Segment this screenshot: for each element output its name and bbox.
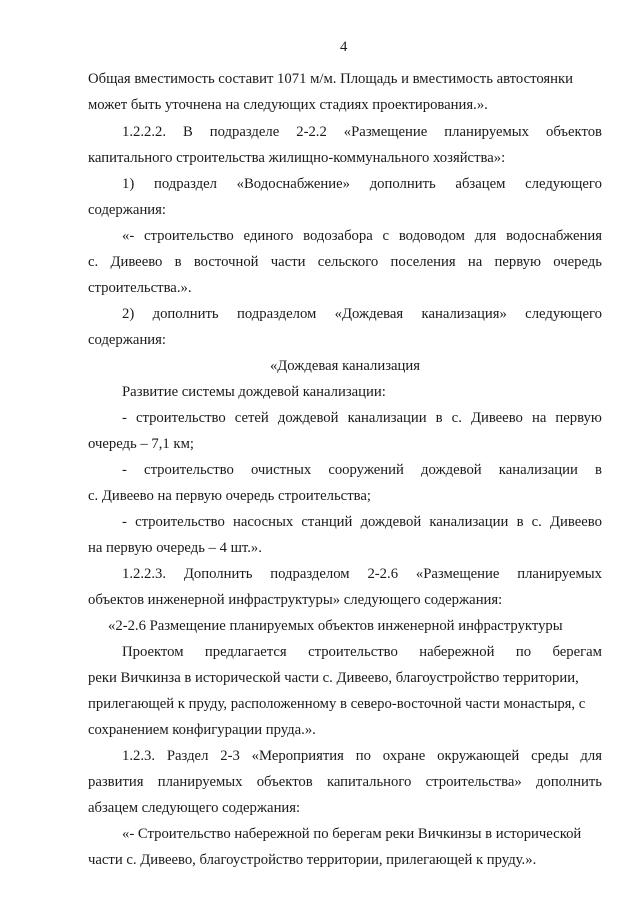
word: восточной xyxy=(193,254,259,270)
word: - xyxy=(122,410,127,426)
text-line xyxy=(122,643,602,661)
word: по xyxy=(355,748,371,764)
word: абзацем xyxy=(455,176,506,192)
word: водоснабжения xyxy=(506,228,602,244)
page-number: 4 xyxy=(340,39,348,55)
word: дождевой xyxy=(421,462,482,478)
word: части xyxy=(270,254,306,270)
word: набережной xyxy=(419,644,495,660)
word: с xyxy=(382,228,390,244)
word: дополнить xyxy=(536,774,602,790)
text-line: прилегающей к пруду, расположенному в северо-восточной части монастыря, с xyxy=(88,696,586,712)
word: следующего xyxy=(525,306,602,322)
text-line: на первую очередь – 4 шт.». xyxy=(88,540,262,556)
word: канализации xyxy=(429,514,509,530)
word: очередь xyxy=(553,254,602,270)
text-line xyxy=(122,227,602,245)
word: предлагается xyxy=(204,644,287,660)
word: канализации xyxy=(498,462,578,478)
text-line xyxy=(122,565,602,583)
word: сельского xyxy=(317,254,379,270)
word: для xyxy=(474,228,497,244)
word: строительство xyxy=(144,462,234,478)
word: единого xyxy=(243,228,294,244)
text-line: может быть уточнена на следующих стадиях проектирования.». xyxy=(88,97,488,113)
text-line xyxy=(122,123,602,141)
word: поселения xyxy=(390,254,456,270)
word: берегам xyxy=(552,644,602,660)
word: 1.2.2.3. xyxy=(122,566,167,582)
word: первую xyxy=(555,410,602,426)
word: Раздел xyxy=(166,748,209,764)
word: Проектом xyxy=(122,644,184,660)
text-line: содержания: xyxy=(88,332,166,348)
word: канализации xyxy=(347,410,427,426)
word: 2-2.2 xyxy=(296,124,327,140)
text-line xyxy=(88,773,602,791)
text-line: абзацем следующего содержания: xyxy=(88,800,301,816)
text-line xyxy=(122,305,602,323)
text-line: объектов инженерной инфраструктуры» следующего содержания: xyxy=(88,592,503,608)
word: в xyxy=(174,254,182,270)
word: развития xyxy=(88,774,144,790)
text-line xyxy=(122,461,602,479)
word: на xyxy=(531,410,547,426)
word: дополнить xyxy=(152,306,219,322)
word: строительство xyxy=(135,410,226,426)
word: водозабора xyxy=(303,228,373,244)
text-line xyxy=(122,747,602,765)
word: в xyxy=(435,410,443,426)
text-line: очередь – 7,1 км; xyxy=(88,436,194,452)
word: - xyxy=(122,514,127,530)
word: «Размещение xyxy=(343,124,428,140)
word: 2-2.6 xyxy=(367,566,399,582)
word: «- xyxy=(122,228,135,244)
word: сетей xyxy=(234,410,269,426)
word: для xyxy=(580,748,602,764)
word: в xyxy=(594,462,602,478)
word: 2-3 xyxy=(220,748,240,764)
text-line: «- Строительство набережной по берегам реки Вичкинзы в исторической xyxy=(122,826,582,842)
text-line: «2-2.6 Размещение планируемых объектов инженерной инфраструктуры xyxy=(108,618,563,634)
text-line: содержания: xyxy=(88,202,166,218)
word: канализация» xyxy=(421,306,507,322)
section-heading: «Дождевая канализация xyxy=(269,358,421,374)
word: на xyxy=(467,254,483,270)
word: подразделом xyxy=(270,566,350,582)
word: капитального xyxy=(326,774,412,790)
word: планируемых xyxy=(157,774,243,790)
text-line xyxy=(122,409,602,427)
word: планируемых xyxy=(444,124,530,140)
word: 1.2.3. xyxy=(122,748,156,764)
word: 1) xyxy=(122,176,135,192)
text-line: части с. Дивеево, благоустройство территории, прилегающей к пруду.». xyxy=(88,852,537,868)
word: дополнить xyxy=(369,176,436,192)
word: с. xyxy=(451,410,462,426)
word: Дополнить xyxy=(183,566,253,582)
word: планируемых xyxy=(517,566,602,582)
word: среды xyxy=(531,748,569,764)
text-line: Общая вместимость составит 1071 м/м. Площадь и вместимость автостоянки xyxy=(88,71,574,87)
word: охране xyxy=(382,748,426,764)
word: «Размещение xyxy=(415,566,500,582)
word: следующего xyxy=(525,176,602,192)
text-line: реки Вичкинза в исторической части с. Дивеево, благоустройство территории, xyxy=(88,670,579,686)
word: с. xyxy=(531,514,542,530)
text-line xyxy=(122,513,602,531)
word: подразделом xyxy=(236,306,317,322)
word: подразделе xyxy=(209,124,280,140)
word: Дивеево xyxy=(110,254,163,270)
word: 2) xyxy=(122,306,135,322)
word: строительство xyxy=(144,228,234,244)
text-line: капитального строительства жилищно-коммунального хозяйства»: xyxy=(88,150,506,166)
word: Дивеево xyxy=(470,410,523,426)
word: «Мероприятия xyxy=(251,748,344,764)
word: в xyxy=(516,514,524,530)
word: очистных xyxy=(250,462,312,478)
word: дождевой xyxy=(277,410,339,426)
word: объектов xyxy=(545,124,602,140)
text-line: строительства.». xyxy=(88,280,192,296)
word: В xyxy=(183,124,193,140)
word: строительства» xyxy=(425,774,522,790)
word: «Дождевая xyxy=(334,306,404,322)
word: строительство xyxy=(135,514,225,530)
word: водоводом xyxy=(398,228,465,244)
word: подраздел xyxy=(153,176,217,192)
text-line xyxy=(88,253,602,271)
text-line xyxy=(122,175,602,193)
word: строительство xyxy=(308,644,398,660)
text-line: с. Дивеево на первую очередь строительства; xyxy=(88,488,371,504)
word: с. xyxy=(88,254,99,270)
word: сооружений xyxy=(328,462,404,478)
word: объектов xyxy=(256,774,313,790)
word: по xyxy=(515,644,532,660)
word: окружающей xyxy=(437,748,520,764)
word: дождевой xyxy=(360,514,422,530)
word: 1.2.2.2. xyxy=(122,124,167,140)
word: - xyxy=(122,462,127,478)
word: насосных xyxy=(232,514,294,530)
word: первую xyxy=(494,254,542,270)
word: станций xyxy=(301,514,353,530)
text-line: Развитие системы дождевой канализации: xyxy=(122,384,386,400)
word: Дивеево xyxy=(550,514,602,530)
word: «Водоснабжение» xyxy=(236,176,350,192)
text-line: сохранением конфигурации пруда.». xyxy=(88,722,316,738)
